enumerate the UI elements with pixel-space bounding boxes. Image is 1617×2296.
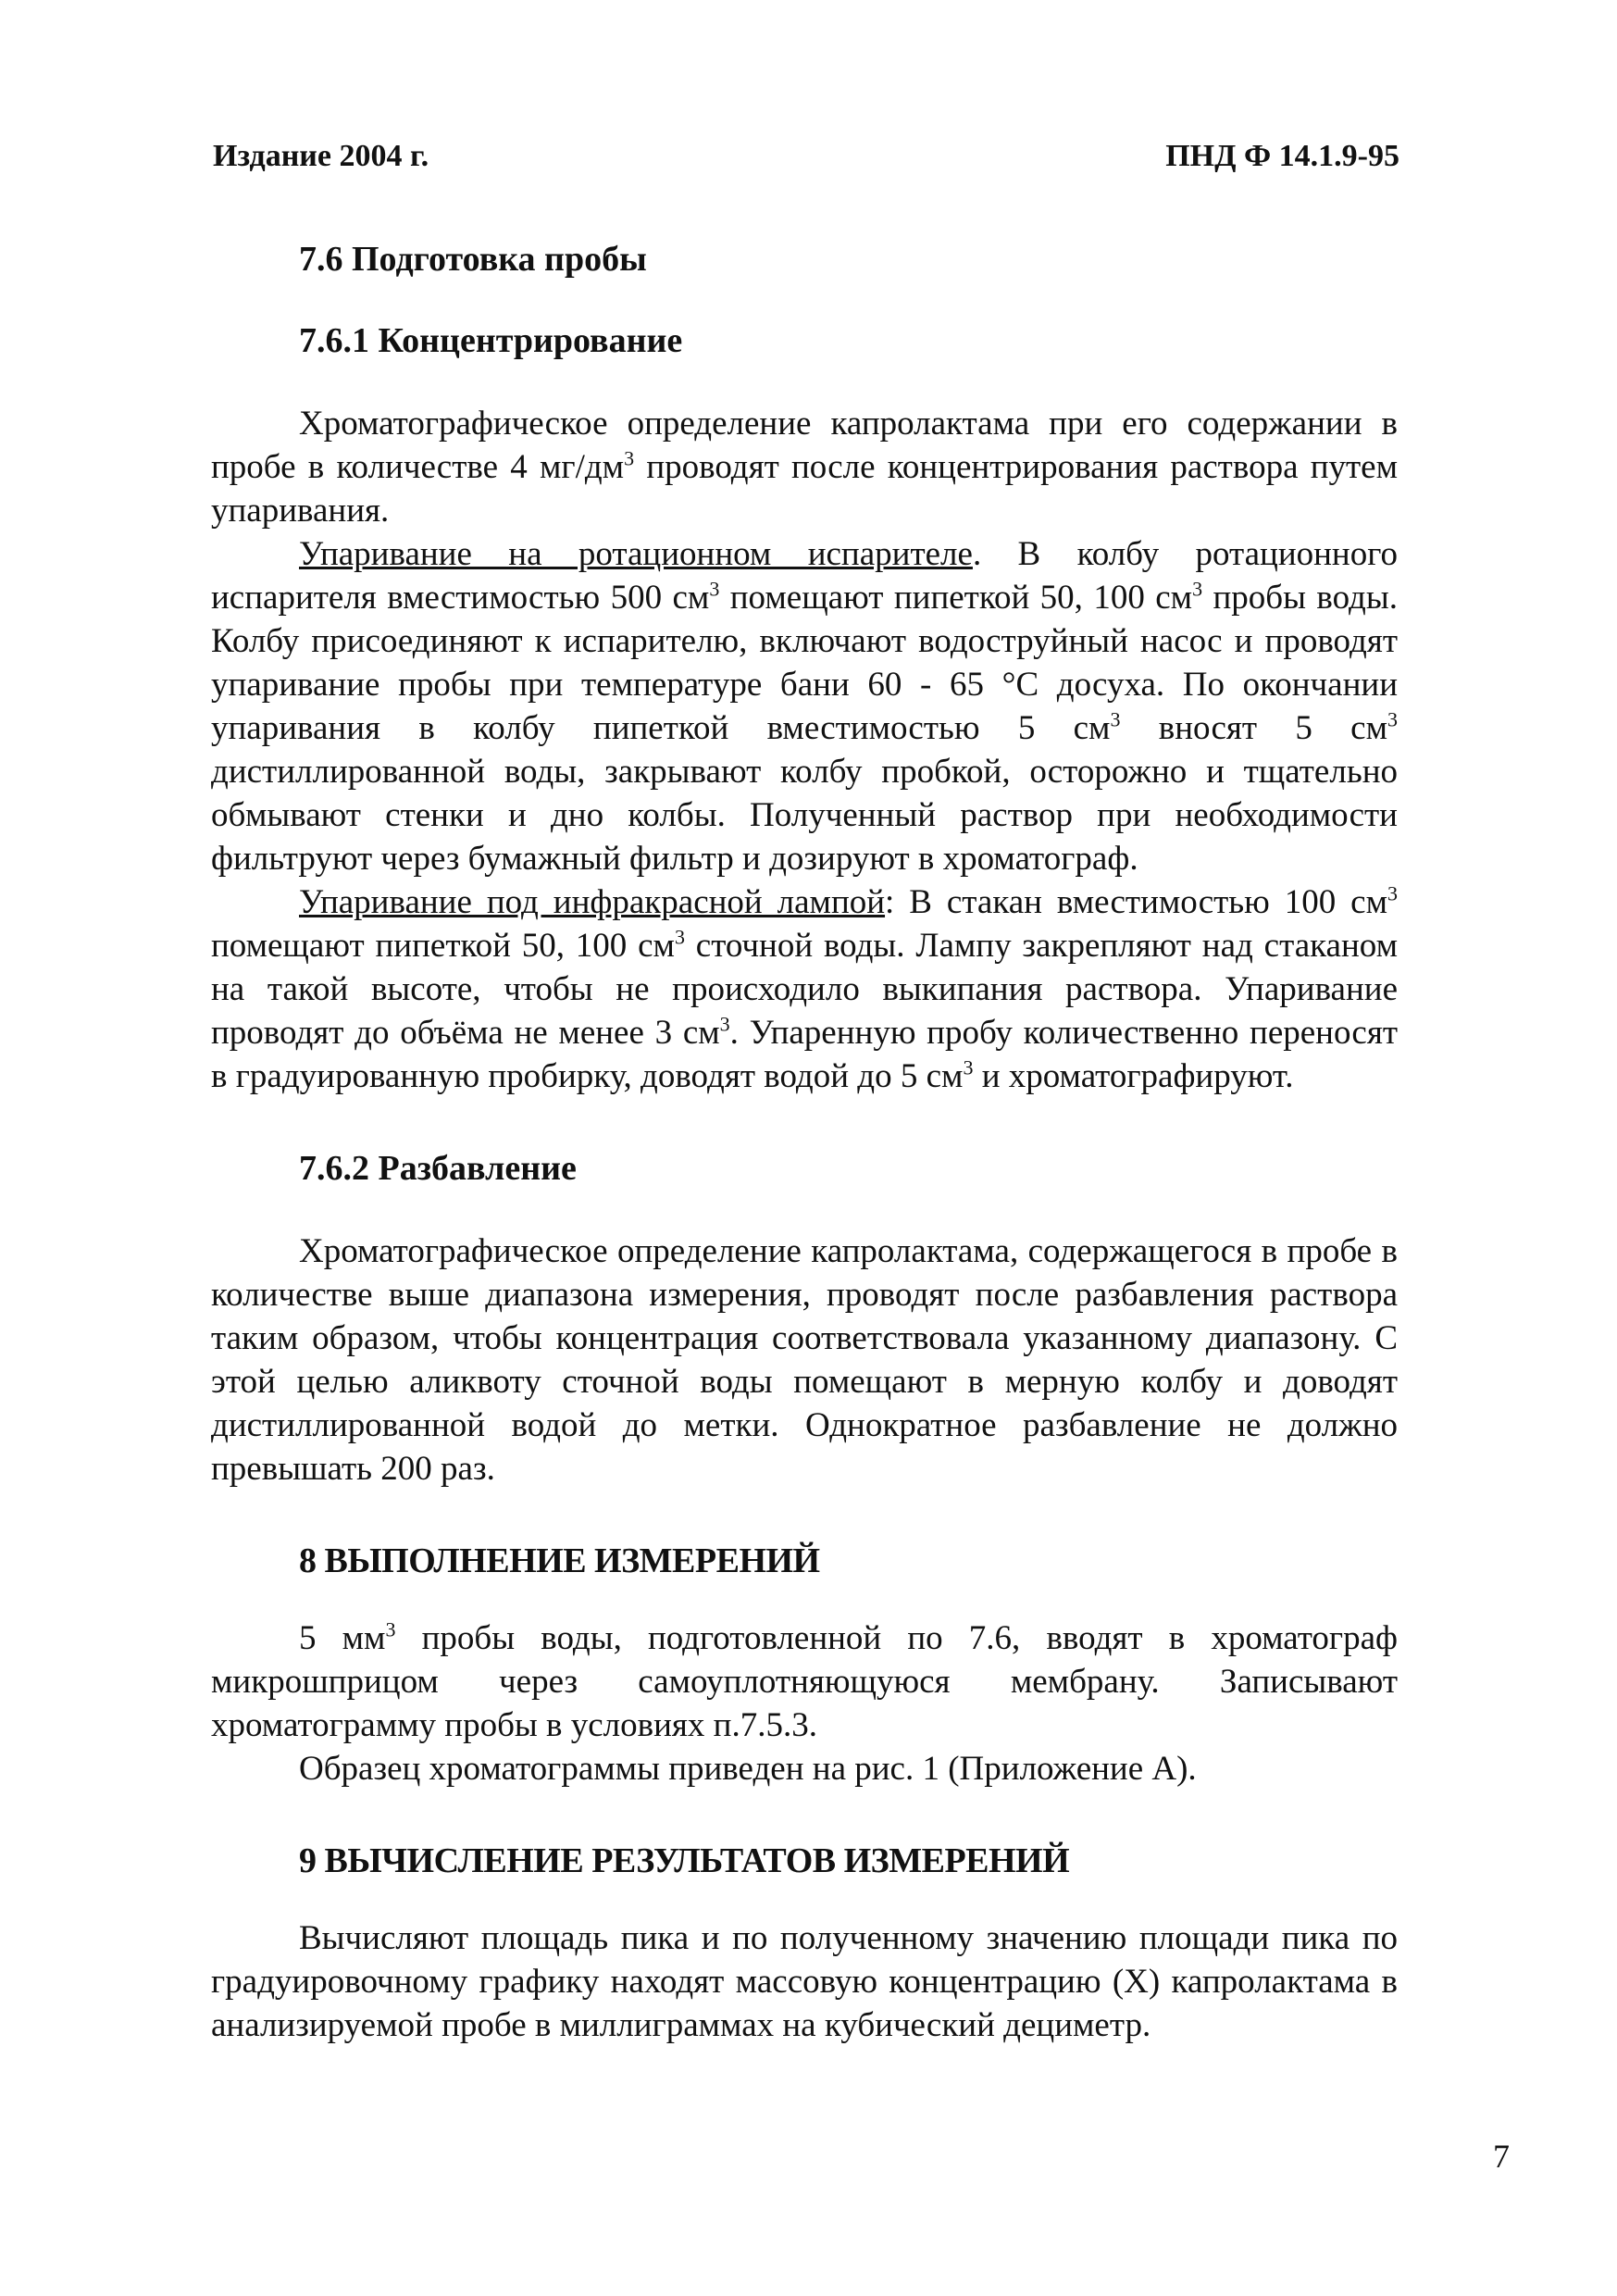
section-7-6-heading: 7.6 Подготовка пробы <box>299 240 647 279</box>
document-code: ПНД Ф 14.1.9-95 <box>1165 139 1399 173</box>
page-number: 7 <box>1493 2138 1510 2175</box>
paragraph-rotary-evaporator: Упаривание на ротационном испарителе. В колбу ротационного испарителя вместимостью 500 $см^3$ помещают пипеткой 50, 100 $см^3$ пробы воды. Колбу присоединяют к испарителю, включают водоструйный насос и проводят упаривание пробы при температуре бани 60 - 65 °С досуха. По окончании упаривания в колбу пипеткой вместимостью 5 $см^3$ вносят 5 $см^3$ дистиллированной воды, закрывают колбу пробкой, осторожно и тщательно обмывают стенки и дно колбы. Полученный раствор при необходимости фильтруют через бумажный фильтр и дозируют в хроматограф. <box>211 535 1399 878</box>
rotary-evaporator-lead: Упаривание на ротационном испарителе <box>299 535 973 573</box>
paragraph-concentration-intro: Хроматографическое определение капролактама при его содержании в пробе в количестве 4 $мг/дм^3$ проводят после концентрирования раствора путем упаривания. <box>211 405 1399 530</box>
section-7-6-1-heading: 7.6.1 Концентрирование <box>299 321 683 360</box>
edition-label: Издание 2004 г. <box>213 139 429 173</box>
paragraph-calculation: Вычисляют площадь пика и по полученному значению площади пика по градуировочному графику находят массовую концентрацию (Х) капролактама в анализируемой пробе в миллиграммах на кубический дециметр. <box>211 1919 1398 2044</box>
page-header <box>213 139 1399 185</box>
document-body <box>211 239 1398 2047</box>
paragraph-dilution: Хроматографическое определение капролактама, содержащегося в пробе в количестве выше диапазона измерения, проводят после разбавления раствора таким образом, чтобы концентрация соответствовала указанному диапазону. С этой целью аликвоту сточной воды помещают в мерную колбу и доводят дистиллированной водой до метки. Однократное разбавление не должно превышать 200 раз. <box>211 1232 1398 1488</box>
section-8-heading: 8 ВЫПОЛНЕНИЕ ИЗМЕРЕНИЙ <box>299 1541 820 1580</box>
paragraph-measurement: 5 $мм^3$ пробы воды, подготовленной по 7.6, вводят в хроматограф микрошприцом через самоуплотняющуюся мембрану. Записывают хроматограмму пробы в условиях п.7.5.3. <box>211 1617 1398 1744</box>
section-7-6-2-heading: 7.6.2 Разбавление <box>299 1149 577 1188</box>
paragraph-chromatogram-sample: Образец хроматограммы приведен на рис. 1 (Приложение А). <box>299 1750 1197 1788</box>
section-9-heading: 9 ВЫЧИСЛЕНИЕ РЕЗУЛЬТАТОВ ИЗМЕРЕНИЙ <box>299 1841 1070 1880</box>
paragraph-infrared-lamp: Упаривание под инфракрасной лампой: В стакан вместимостью 100 $см^3$ помещают пипеткой 50, 100 $см^3$ сточной воды. Лампу закрепляют над стаканом на такой высоте, чтобы не происходило выкипания раствора. Упаривание проводят до объёма не менее 3 $см^3$. Упаренную пробу количественно переносят в градуированную пробирку, доводят водой до 5 $см^3$ и хроматографируют. <box>211 881 1399 1095</box>
infrared-lamp-lead: Упаривание под инфракрасной лампой <box>299 883 886 921</box>
